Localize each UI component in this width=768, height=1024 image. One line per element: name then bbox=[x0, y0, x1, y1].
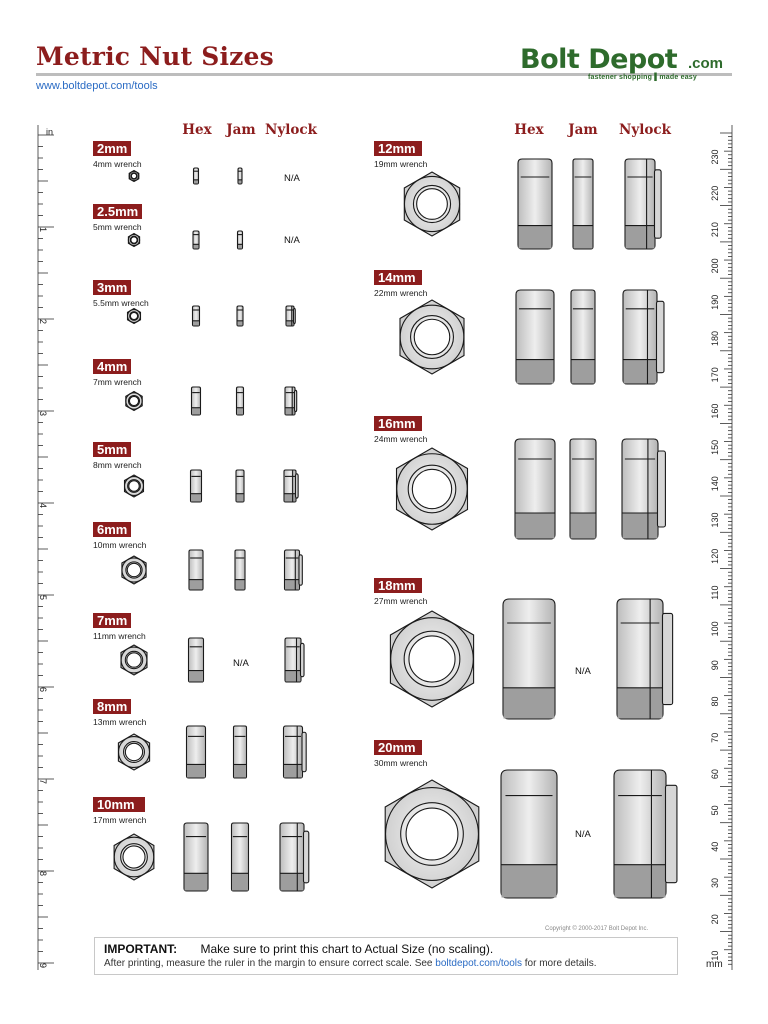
nylock-nut-side-12mm bbox=[625, 159, 661, 249]
wrench-size: 30mm wrench bbox=[374, 758, 428, 768]
notice-line-2-post: for more details. bbox=[524, 958, 597, 969]
ruler-mm-label: 100 bbox=[710, 621, 720, 637]
ruler-in-label: 7 bbox=[38, 779, 48, 785]
ruler-mm-label: 120 bbox=[710, 548, 720, 564]
logo-tagline: fastener shopping ▌made easy bbox=[588, 74, 697, 81]
nut-face-8mm bbox=[118, 734, 149, 770]
wrench-size: 13mm wrench bbox=[93, 717, 147, 727]
size-badge: 14mm bbox=[374, 270, 422, 285]
wrench-size: 27mm wrench bbox=[374, 596, 428, 606]
nut-face-4mm bbox=[126, 392, 142, 411]
size-badge: 5mm bbox=[93, 442, 131, 457]
nut-face-16mm bbox=[397, 448, 468, 530]
mm-ruler bbox=[704, 125, 740, 975]
ruler-mm-label: 230 bbox=[710, 149, 720, 165]
jam-nut-side-3mm bbox=[237, 306, 243, 326]
nylock-nut-side-20mm bbox=[614, 770, 677, 898]
jam-nut-side-16mm bbox=[570, 439, 596, 539]
na-label-2-5mm-nylock: N/A bbox=[284, 235, 300, 246]
wrench-size: 22mm wrench bbox=[374, 288, 428, 298]
ruler-mm-label: 20 bbox=[710, 914, 720, 925]
nut-face-14mm bbox=[400, 300, 464, 374]
ruler-mm-label: 80 bbox=[710, 696, 720, 707]
ruler-in-label: 8 bbox=[38, 871, 48, 877]
wrench-size: 24mm wrench bbox=[374, 434, 428, 444]
jam-nut-side-12mm bbox=[573, 159, 593, 249]
size-badge: 16mm bbox=[374, 416, 422, 431]
size-badge: 7mm bbox=[93, 613, 131, 628]
hex-nut-side-14mm bbox=[516, 290, 554, 384]
wrench-size: 17mm wrench bbox=[93, 815, 147, 825]
boltdepot-tools-link[interactable]: boltdepot.com/tools bbox=[435, 958, 522, 969]
ruler-in-label: 5 bbox=[38, 595, 48, 601]
nylock-nut-side-14mm bbox=[623, 290, 664, 384]
jam-nut-side-4mm bbox=[237, 387, 244, 415]
size-badge: 20mm bbox=[374, 740, 422, 755]
jam-nut-side-8mm bbox=[234, 726, 247, 778]
jam-nut-side-2-5mm bbox=[238, 231, 243, 249]
nut-face-6mm bbox=[122, 556, 146, 584]
ruler-mm-label: 30 bbox=[710, 877, 720, 889]
mm-unit-label: mm bbox=[706, 959, 723, 970]
ruler-in-label: 4 bbox=[38, 503, 48, 509]
ruler-mm-label: 140 bbox=[710, 476, 720, 492]
inch-unit-label: in bbox=[46, 127, 54, 137]
wrench-size: 8mm wrench bbox=[93, 460, 142, 470]
nut-face-18mm bbox=[390, 611, 473, 707]
nut-face-12mm bbox=[404, 172, 459, 236]
size-badge: 3mm bbox=[93, 280, 131, 295]
ruler-mm-label: 130 bbox=[710, 512, 720, 528]
ruler-mm-label: 50 bbox=[710, 805, 720, 816]
nylock-nut-side-6mm bbox=[285, 550, 303, 590]
size-badge: 6mm bbox=[93, 522, 131, 537]
hex-nut-side-2mm bbox=[194, 168, 199, 184]
ruler-mm-label: 170 bbox=[710, 367, 720, 383]
size-badge: 12mm bbox=[374, 141, 422, 156]
ruler-in-label: 9 bbox=[38, 963, 48, 969]
nut-face-5mm bbox=[125, 475, 144, 497]
size-badge: 10mm bbox=[93, 797, 145, 812]
col-header-hex-right: Hex bbox=[514, 122, 544, 138]
col-header-nylock-left: Nylock bbox=[265, 122, 317, 138]
notice-line-1 bbox=[104, 942, 493, 956]
nylock-nut-side-5mm bbox=[284, 470, 298, 502]
notice-line-2-pre: After printing, measure the ruler in the margin to ensure correct scale. See bbox=[104, 958, 433, 969]
ruler-mm-label: 210 bbox=[710, 222, 720, 238]
hex-nut-side-18mm bbox=[503, 599, 555, 719]
col-header-nylock-right: Nylock bbox=[619, 122, 671, 138]
copyright-text: Copyright © 2000-2017 Bolt Depot Inc. bbox=[545, 926, 649, 932]
wrench-size: 11mm wrench bbox=[93, 631, 146, 641]
na-label-2mm-nylock: N/A bbox=[284, 173, 300, 184]
wrench-size: 5mm wrench bbox=[93, 222, 142, 232]
hex-nut-side-2-5mm bbox=[193, 231, 199, 249]
hex-nut-side-10mm bbox=[184, 823, 208, 891]
nut-face-7mm bbox=[121, 645, 147, 675]
jam-nut-side-14mm bbox=[571, 290, 595, 384]
print-notice-box bbox=[94, 937, 678, 975]
nylock-nut-side-16mm bbox=[622, 439, 665, 539]
nut-face-3mm bbox=[128, 309, 141, 324]
ruler-mm-label: 190 bbox=[710, 294, 720, 310]
wrench-size: 7mm wrench bbox=[93, 377, 142, 387]
hex-nut-side-4mm bbox=[192, 387, 201, 415]
page-title: Metric Nut Sizes bbox=[36, 42, 274, 71]
ruler-mm-label: 220 bbox=[710, 185, 720, 201]
ruler-mm-label: 160 bbox=[710, 403, 720, 419]
size-badge: 2mm bbox=[93, 141, 131, 156]
ruler-in-label: 6 bbox=[38, 687, 48, 693]
jam-nut-side-6mm bbox=[235, 550, 245, 590]
jam-nut-side-2mm bbox=[238, 168, 242, 184]
hex-nut-side-20mm bbox=[501, 770, 557, 898]
wrench-size: 5.5mm wrench bbox=[93, 298, 149, 308]
ruler-in-label: 1 bbox=[38, 227, 48, 233]
ruler-mm-label: 70 bbox=[710, 732, 720, 743]
hex-nut-side-5mm bbox=[191, 470, 202, 502]
notice-important-label: IMPORTANT: bbox=[104, 942, 178, 956]
wrench-size: 19mm wrench bbox=[374, 159, 428, 169]
notice-line-2 bbox=[104, 958, 596, 969]
wrench-size: 4mm wrench bbox=[93, 159, 142, 169]
hex-nut-side-7mm bbox=[189, 638, 204, 682]
hex-nut-side-8mm bbox=[187, 726, 206, 778]
hex-nut-side-16mm bbox=[515, 439, 555, 539]
wrench-size: 10mm wrench bbox=[93, 540, 147, 550]
size-badge: 4mm bbox=[93, 359, 131, 374]
nylock-nut-side-8mm bbox=[284, 726, 307, 778]
logo-com: .com bbox=[688, 55, 724, 72]
size-badge: 2.5mm bbox=[93, 204, 142, 219]
na-label-20mm-jam: N/A bbox=[575, 829, 591, 840]
nut-face-10mm bbox=[114, 834, 154, 880]
hex-nut-side-3mm bbox=[193, 306, 200, 326]
jam-nut-side-10mm bbox=[232, 823, 249, 891]
hex-nut-side-12mm bbox=[518, 159, 552, 249]
notice-line-1-text: Make sure to print this chart to Actual Size (no scaling). bbox=[200, 942, 494, 956]
logo-text: Bolt Depot bbox=[520, 44, 678, 75]
ruler-mm-label: 60 bbox=[710, 769, 720, 780]
ruler-mm-label: 10 bbox=[710, 950, 720, 961]
hex-nut-side-6mm bbox=[189, 550, 203, 590]
nylock-nut-side-7mm bbox=[285, 638, 304, 682]
size-badge: 8mm bbox=[93, 699, 131, 714]
ruler-mm-label: 90 bbox=[710, 660, 720, 671]
site-url-link[interactable]: www.boltdepot.com/tools bbox=[36, 80, 158, 92]
ruler-mm-label: 40 bbox=[710, 841, 720, 852]
ruler-mm-label: 200 bbox=[710, 258, 720, 274]
col-header-hex-left: Hex bbox=[182, 122, 212, 138]
ruler-mm-label: 180 bbox=[710, 330, 720, 347]
col-header-jam-right: Jam bbox=[568, 122, 598, 138]
ruler-in-label: 2 bbox=[38, 319, 48, 325]
nut-face-2mm bbox=[129, 171, 139, 182]
size-badge: 18mm bbox=[374, 578, 422, 593]
ruler-mm-label: 150 bbox=[710, 439, 720, 455]
ruler-in-label: 3 bbox=[38, 411, 48, 417]
ruler-mm-label: 110 bbox=[710, 585, 720, 600]
na-label-18mm-jam: N/A bbox=[575, 666, 591, 677]
nut-face-20mm bbox=[385, 780, 479, 888]
nut-face-2-5mm bbox=[128, 234, 139, 247]
nylock-nut-side-18mm bbox=[617, 599, 673, 719]
inch-ruler bbox=[30, 125, 60, 975]
nylock-nut-side-10mm bbox=[280, 823, 309, 891]
na-label-7mm-jam: N/A bbox=[233, 658, 249, 669]
nylock-nut-side-3mm bbox=[286, 306, 295, 326]
col-header-jam-left: Jam bbox=[226, 122, 256, 138]
jam-nut-side-5mm bbox=[236, 470, 244, 502]
nylock-nut-side-4mm bbox=[285, 387, 297, 415]
